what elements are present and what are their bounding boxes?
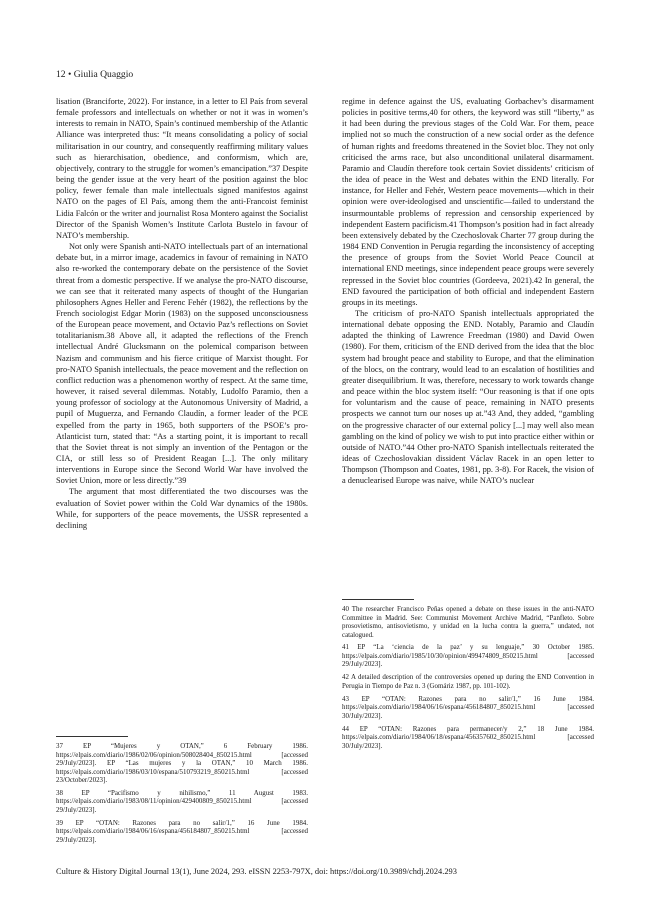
footnote: 38 EP “Pacifismo y nihilismo,” 11 August 1983. https://elpais.com/diario/1983/08/11/opinion/429400809_850215.html [accessed 29/July/2023]. — [56, 788, 308, 814]
body-paragraph: The argument that most differentiated the two discourses was the evaluation of Soviet power within the Cold War dynamics of the 1980s. While, for supporters of the peace movements, the USSR represented a declining — [56, 487, 308, 530]
footnotes-left — [56, 736, 308, 849]
footnote: 43 EP “OTAN: Razones para no salir/1,” 16 June 1984. https://elpais.com/diario/1984/06/16/espana/456184807_850215.html [accessed 30/July/2023]. — [342, 694, 594, 720]
left-column — [56, 96, 308, 531]
footnote: 40 The researcher Francisco Peñas opened a debate on these issues in the anti-NATO Committee in Madrid. See: Communist Movement Archive Madrid, “Panfleto. Sobre prosovietismo, antisovietismo, y unidad en la lucha contra la guerra,” undated, not catalogued. — [342, 605, 594, 639]
running-head: 12 • Giulia Quaggio — [56, 69, 134, 80]
body-paragraph: lisation (Branciforte, 2022). For instance, in a letter to El País from several female professors and intellectuals on whether or not it was in women’s interests to remain in NATO, Spain’s continued membership of the Atlantic Alliance was interpreted thus: “It means consolidating a policy of social militarisation in our country, and consequently reaffirming military values such as hierarchisation, obedience, and conformism, which are, objectively, contrary to the struggle for women’s emancipation.”37 Despite being the gender issue at the very heart of the position against the bloc policy, fewer female than male intellectuals signed manifestos against NATO on the pages of El País, among them the anti-Francoist feminist Lidia Falcón or the writer and journalist Rosa Montero against the Socialist Director of the Spanish Women’s Institute Carlota Bustelo in favour of NATO’s membership. — [56, 97, 308, 240]
footnote: 44 EP “OTAN: Razones para permanecer/y 2,” 18 June 1984. https://elpais.com/diario/1984/06/18/espana/456357602_850215.html [accessed 30/July/2023]. — [342, 724, 594, 750]
footnote: 42 A detailed description of the controversies opened up during the END Convention in Perugia in Tiempo de Paz n. 3 (Gomáriz 1987, pp. 101-102). — [342, 673, 594, 690]
right-column — [342, 96, 594, 486]
footnote: 39 EP “OTAN: Razones para no salir/1,” 16 June 1984. https://elpais.com/diario/1984/06/16/espana/456184807_850215.html [accessed 29/July/2023]. — [56, 818, 308, 844]
body-paragraph: The criticism of pro-NATO Spanish intellectuals appropriated the international debate opposing the END. Notably, Paramio and Claudín adapted the thinking of Lawrence Freedman (1980) and David Owen (1980). For them, criticism of the END derived from the idea that the bloc system had brought peace and stability to Europe, and that the elimination of the blocs, on the contrary, would lead to an escalation of hostilities and greater disequilibrium. It was, therefore, necessary to work towards change and peace within the bloc system itself: “Our reasoning is that if one opts for voluntarism and the cause of peace, remaining in NATO presents prospects we cannot turn our noses up at.”43 And, they added, “gambling on the progressive character of our external policy [...] may well also mean gambling on the kind of policy we wish to put into practice either within or outside of NATO.”44 Other pro-NATO Spanish intellectuals reiterated the ideas of Czechoslovakian dissident Václav Racek in an open letter to Thompson (Thompson and Coates, 1981, pp. 3-8). For Racek, the vision of a denuclearised Europe was naive, while NATO’s nuclear — [342, 308, 594, 486]
journal-citation-footer: Culture & History Digital Journal 13(1), June 2024, 293. eISSN 2253-797X, doi: https://doi.org/10.3989/chdj.2024.293 — [56, 867, 457, 876]
footnote: 41 EP “La ‘ciencia de la paz’ y su lenguaje,” 30 October 1985. https://elpais.com/diario/1985/10/30/opinion/499474809_850215.html [accessed 29/July/2023]. — [342, 643, 594, 669]
footnote: 37 EP “Mujeres y OTAN,” 6 February 1986. https://elpais.com/diario/1986/02/06/opinion/508028404_850215.html [accessed 29/July/2023]. EP “Las mujeres y la OTAN,” 10 March 1986. https://elpais.com/diario/1986/03/10/espana/510793219_850215.html [accessed 23/October/2023]. — [56, 742, 308, 784]
footnotes-right — [342, 599, 594, 754]
footnote-rule — [342, 599, 414, 600]
body-paragraph: regime in defence against the US, evaluating Gorbachev’s disarmament policies in positive terms,40 for others, the keyword was still “liberty,” as it had been during the previous stages of the Cold War. For them, peace implied not so much the construction of a new social order as the defence of human rights and freedoms threatened in the Soviet bloc. They not only criticised the arms race, but also unconditional unilateral disarmament. Paramio and Claudín therefore took certain Soviet dissidents’ criticism of the idea of peace in the West and debates within the END literally. For instance, for Heller and Fehér, Western peace movements—which in their opinion were over-ideologised and unscientific—failed to understand the insurmountable problems of repression and censorship experienced by independent Eastern pacificism.41 Thompson’s position had in fact already been extensively debated by the Czechoslovak Charter 77 group during the 1984 END Convention in Perugia regarding the inconsistency of accepting the presence of groups from the Soviet World Peace Council at international END meetings, since independent peace groups were severely repressed in the Soviet bloc countries (Gordeeva, 2021).42 In general, the END favoured the participation of both official and independent Eastern groups in its meetings. — [342, 97, 594, 307]
footnote-rule — [56, 736, 128, 737]
body-paragraph: Not only were Spanish anti-NATO intellectuals part of an international debate but, in a mirror image, academics in favour of remaining in NATO also re-worked the contemporary debate on the persistence of the Soviet threat from a domestic perspective. If we analyse the pro-NATO discourse, we can see that it reiterated many aspects of thought of the Hungarian philosophers Agnes Heller and Ferenc Fehér (1982), the reflections by the French sociologist Edgar Morin (1983) on the supposed unconsciousness of the European peace movement, and Octavio Paz’s reflections on Soviet totalitarianism.38 Above all, it adapted the reflections of the French intellectual André Glucksmann on the polemical comparison between Nazism and communism and his fierce critique of Marxist thought. For pro-NATO Spanish intellectuals, the peace movement and the reflection on conflict reduction was a phenomenon worthy of respect. At the same time, however, it raised several dilemmas. Notably, Ludolfo Paramio, then a young professor of sociology at the Autonomous University of Madrid, a pupil of Muguerza, and Fernando Claudín, a former leader of the PCE expelled from the party in 1965, both supporters of the PSOE’s pro-Atlanticist turn, stated that: “As a starting point, it is important to recall that the Soviet threat is not simply an invention of the Pentagon or the CIA, or still less so of President Reagan [...]. The only military interventions in Europe since the Second World War have involved the Soviet Union, more or less directly.”39 — [56, 242, 308, 486]
